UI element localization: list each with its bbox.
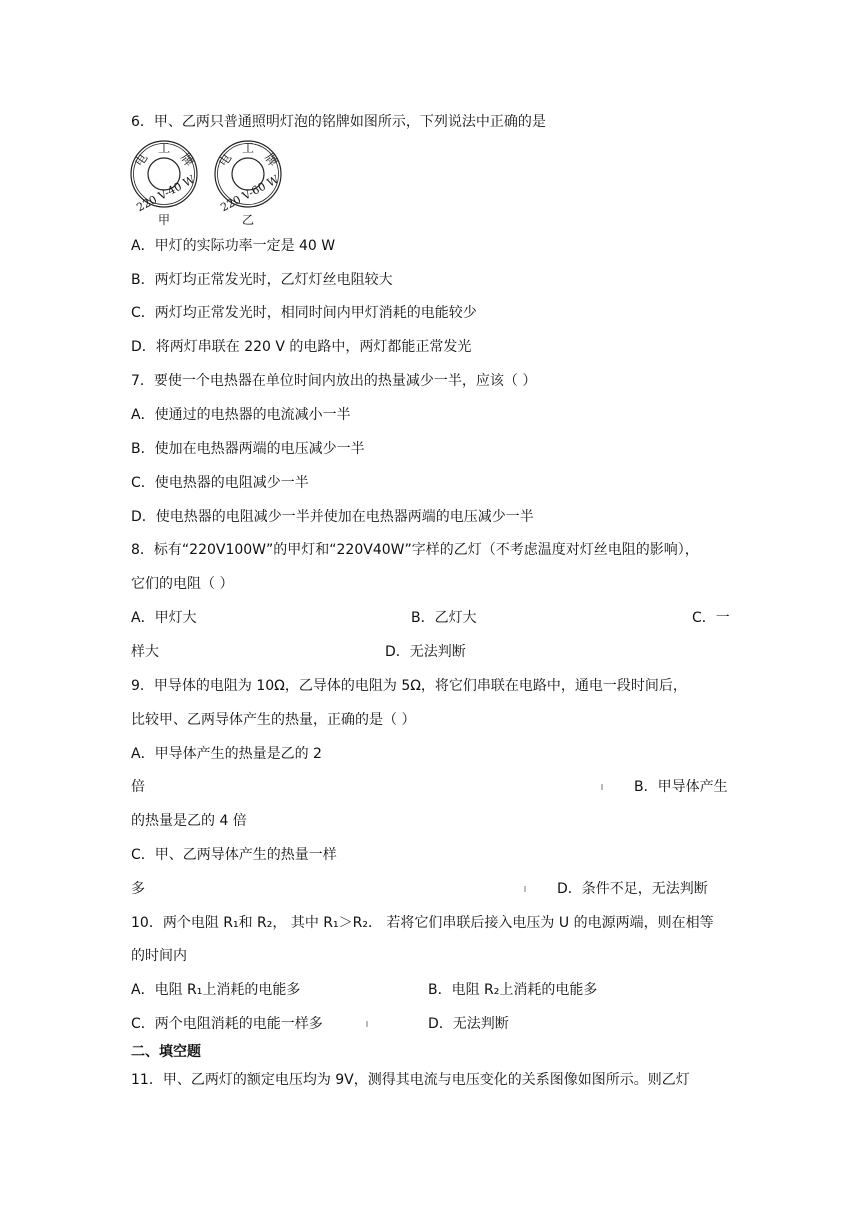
- q10-option-c: C．两个电阻消耗的电能一样多: [131, 1016, 323, 1032]
- q8-option-c-part1: C．一: [692, 610, 730, 626]
- lamp-a-right-char: 牌: [177, 151, 197, 169]
- q6-option-a: A．甲灯的实际功率一定是 40 W: [131, 238, 336, 254]
- q9-option-c-part2: 多: [131, 881, 145, 897]
- q7-option-d: D．使电热器的电阻减少一半并使加在电热器两端的电压减少一半: [131, 509, 534, 525]
- q7-stem: 7．要使一个电热器在单位时间内放出的热量减少一半，应该（ ）: [131, 373, 537, 389]
- stray-mark: [366, 1021, 368, 1027]
- lamp-b-top-char: 工: [242, 141, 255, 155]
- q9-option-a-part1: A．甲导体产生的热量是乙的 2: [131, 746, 322, 762]
- stray-mark: [524, 886, 526, 892]
- lamp-a-top-char: 工: [158, 141, 171, 155]
- lamp-a-left-char: 电: [131, 151, 151, 169]
- q9-option-c-part1: C．甲、乙两导体产生的热量一样: [131, 847, 337, 863]
- q11-stem: 11．甲、乙两灯的额定电压均为 9V，测得其电流与电压变化的关系图像如图所示。则乙灯: [131, 1072, 690, 1088]
- q8-stem-line2: 它们的电阻（ ）: [131, 576, 234, 592]
- q6-option-d: D．将两灯串联在 220 V 的电路中，两灯都能正常发光: [131, 339, 472, 355]
- q7-option-c: C．使电热器的电阻减少一半: [131, 475, 309, 491]
- q9-option-a-part2: 倍: [131, 779, 145, 795]
- q7-option-b: B．使加在电热器两端的电压减少一半: [131, 441, 365, 457]
- q10-stem-line2: 的时间内: [131, 948, 187, 964]
- q6-stem: 6．甲、乙两只普通照明灯泡的铭牌如图所示，下列说法中正确的是: [131, 114, 546, 130]
- lamp-b-right-char: 牌: [261, 151, 281, 169]
- q8-option-a: A．甲灯大: [131, 610, 197, 626]
- lamp-b-left-char: 电: [215, 151, 235, 169]
- q6-option-b: B．两灯均正常发光时，乙灯灯丝电阻较大: [131, 272, 393, 288]
- q9-stem-line2: 比较甲、乙两导体产生的热量，正确的是（ ）: [131, 712, 416, 728]
- q10-stem-line1: 10．两个电阻 R₁和 R₂， 其中 R₁＞R₂． 若将它们串联后接入电压为 U 的电源两端，则在相等: [131, 915, 714, 931]
- lamp-b-rating: 220 V-60 W: [218, 172, 282, 215]
- q10-option-b: B．电阻 R₂上消耗的电能多: [428, 982, 598, 998]
- q8-option-d: D．无法判断: [385, 644, 466, 660]
- q6-option-c: C．两灯均正常发光时，相同时间内甲灯消耗的电能较少: [131, 305, 477, 321]
- lamp-a-label: 甲: [158, 213, 171, 227]
- q10-option-a: A．电阻 R₁上消耗的电能多: [131, 982, 301, 998]
- q8-option-b: B．乙灯大: [411, 610, 477, 626]
- q7-option-a: A．使通过的电热器的电流减小一半: [131, 407, 351, 423]
- q8-stem-line1: 8．标有“220V100W”的甲灯和“220V40W”字样的乙灯（不考虑温度对灯丝电阻的影响），: [131, 542, 699, 558]
- lamp-b-label: 乙: [242, 213, 255, 227]
- q9-option-b-part2: 的热量是乙的 4 倍: [131, 813, 247, 829]
- section-heading: 二、填空题: [131, 1044, 201, 1060]
- lamp-a-rating: 220 V-40 W: [134, 172, 198, 215]
- q10-option-d: D．无法判断: [428, 1016, 509, 1032]
- q8-option-c-part2: 样大: [131, 644, 159, 660]
- q9-stem-line1: 9．甲导体的电阻为 10Ω，乙导体的电阻为 5Ω，将它们串联在电路中，通电一段时间后，: [131, 678, 687, 694]
- q9-option-b-part1: B．甲导体产生: [634, 779, 728, 795]
- q9-option-d: D．条件不足，无法判断: [557, 881, 708, 897]
- stray-mark: [601, 784, 603, 790]
- lamp-nameplates-figure: [128, 137, 288, 229]
